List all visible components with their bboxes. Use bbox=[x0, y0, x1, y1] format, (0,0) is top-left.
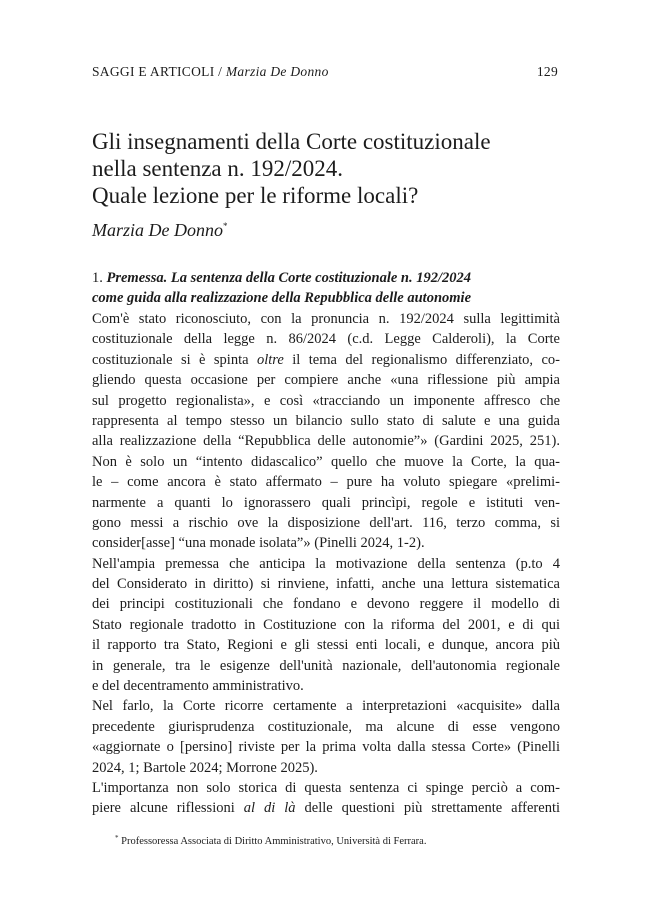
body-text-segment: costituzionale della legge n. 86/2024 (c.d. Legge Calderoli), la Corte bbox=[92, 331, 560, 348]
body-line bbox=[92, 717, 560, 737]
footnote bbox=[115, 834, 426, 847]
body-line bbox=[92, 493, 560, 513]
body-text-segment: delle questioni più strettamente afferenti bbox=[295, 800, 560, 817]
body-line bbox=[92, 329, 560, 349]
body-emphasis: al di là bbox=[243, 800, 296, 817]
body-text-segment: rappresenta al tempo stesso un bilancio sullo stato di salute e una guida bbox=[92, 412, 560, 429]
title-line: nella sentenza n. 192/2024. bbox=[92, 156, 344, 181]
body-text-segment: piere alcune riflessioni bbox=[92, 800, 244, 817]
body-line bbox=[92, 391, 560, 411]
body-text-segment: il rapporto tra Stato, Regioni e gli stessi enti locali, e dunque, ancora più bbox=[92, 637, 560, 654]
body-text-segment: consider[asse] “una monade isolata”» (Pinelli 2024, 1-2). bbox=[92, 535, 425, 552]
page-number: 129 bbox=[536, 64, 558, 79]
body-text-segment: in generale, tra le esigenze dell'unità nazionale, dell'autonomia regionale bbox=[92, 657, 560, 674]
author-name: Marzia De Donno bbox=[92, 220, 223, 240]
body-text-segment: il tema del regionalismo differenziato, co- bbox=[283, 351, 560, 368]
body-line bbox=[92, 472, 560, 492]
body-text-segment: L'importanza non solo storica di questa sentenza ci spinge perciò a com- bbox=[92, 779, 560, 796]
section-heading-text: Premessa. La sentenza della Corte costituzionale n. 192/2024 bbox=[106, 270, 472, 286]
body-text-segment: sul progetto regionalista», e così «tracciando un imponente affresco che bbox=[92, 392, 560, 409]
body-line bbox=[92, 350, 560, 370]
section-heading bbox=[92, 268, 560, 309]
body-line bbox=[92, 615, 560, 635]
section-number: 1. bbox=[92, 270, 107, 286]
body-line bbox=[92, 431, 560, 451]
body-line bbox=[92, 452, 560, 472]
footnote-text: Professoressa Associata di Diritto Amministrativo, Università di Ferrara. bbox=[118, 836, 427, 847]
body-text-segment: Stato regionale tradotto in Costituzione con la riforma del 2001, e di qui bbox=[92, 616, 560, 633]
running-head-section: SAGGI E ARTICOLI / bbox=[92, 64, 226, 79]
body-emphasis: oltre bbox=[256, 351, 284, 368]
body-text-segment: Nel farlo, la Corte ricorre certamente a interpretazioni «acquisite» dalla bbox=[92, 698, 560, 715]
body-line bbox=[92, 737, 560, 757]
body-line bbox=[92, 533, 560, 553]
body-line bbox=[92, 309, 560, 329]
article-title bbox=[92, 128, 572, 209]
body-line bbox=[92, 798, 560, 818]
title-line: Gli insegnamenti della Corte costituzionale bbox=[92, 129, 491, 154]
body-line bbox=[92, 758, 560, 778]
body-text-segment: del Considerato in diritto) si rinviene, infatti, anche una lettura sistematica bbox=[92, 576, 560, 593]
body-line bbox=[92, 778, 560, 798]
body-text bbox=[92, 309, 560, 819]
section-heading-line: come guida alla realizzazione della Repubblica delle autonomie bbox=[92, 290, 472, 307]
body-text-segment: Nell'ampia premessa che anticipa la motivazione della sentenza (p.to 4 bbox=[92, 555, 560, 572]
running-head bbox=[92, 64, 558, 80]
author-footnote-mark: * bbox=[223, 221, 228, 231]
body-line bbox=[92, 370, 560, 390]
body-line bbox=[92, 594, 560, 614]
body-text-segment: costituzionale si è spinta bbox=[92, 351, 257, 368]
running-head-author: Marzia De Donno bbox=[225, 64, 329, 79]
title-line: Quale lezione per le riforme locali? bbox=[92, 183, 419, 208]
body-text-segment: alla realizzazione della “Repubblica delle autonomie”» (Gardini 2025, 251). bbox=[92, 433, 560, 450]
body-text-segment: «aggiornate o [persino] riviste per la prima volta dalla stessa Corte» (Pinelli bbox=[92, 739, 560, 756]
footnote-mark: * bbox=[115, 834, 119, 842]
body-line bbox=[92, 696, 560, 716]
body-line bbox=[92, 554, 560, 574]
body-line bbox=[92, 574, 560, 594]
body-line bbox=[92, 513, 560, 533]
body-text-segment: dei principi costituzionali che fondano e devono reggere il modello di bbox=[92, 596, 560, 613]
body-text-segment: precedente giurisprudenza costituzionale, ma alcune di esse vengono bbox=[92, 718, 560, 735]
body-text-segment: narmente a quanti lo ignorassero quali princìpi, regole e istituti ven- bbox=[92, 494, 560, 511]
body-line bbox=[92, 411, 560, 431]
body-text-segment: 2024, 1; Bartole 2024; Morrone 2025). bbox=[92, 759, 318, 776]
body-text-segment: Com'è stato riconosciuto, con la pronuncia n. 192/2024 sulla legittimità bbox=[92, 311, 560, 327]
body-text-segment: e del decentramento amministrativo. bbox=[92, 678, 304, 695]
body-line bbox=[92, 676, 560, 696]
body-text-segment: Non è solo un “intento didascalico” quello che muove la Corte, la qua- bbox=[92, 453, 560, 470]
body-text-segment: le – come ancora è stato affermato – pure ha voluto spiegare «prelimi- bbox=[92, 474, 560, 491]
body-line bbox=[92, 635, 560, 655]
body-line bbox=[92, 656, 560, 676]
body-text-segment: gliendo questa occasione per compiere anche «una riflessione più ampia bbox=[92, 372, 560, 389]
body-text-segment: gono messi a rischio ove la disposizione dell'art. 116, terzo comma, si bbox=[92, 514, 560, 531]
author-byline bbox=[92, 220, 228, 241]
section-heading-line bbox=[92, 268, 560, 288]
